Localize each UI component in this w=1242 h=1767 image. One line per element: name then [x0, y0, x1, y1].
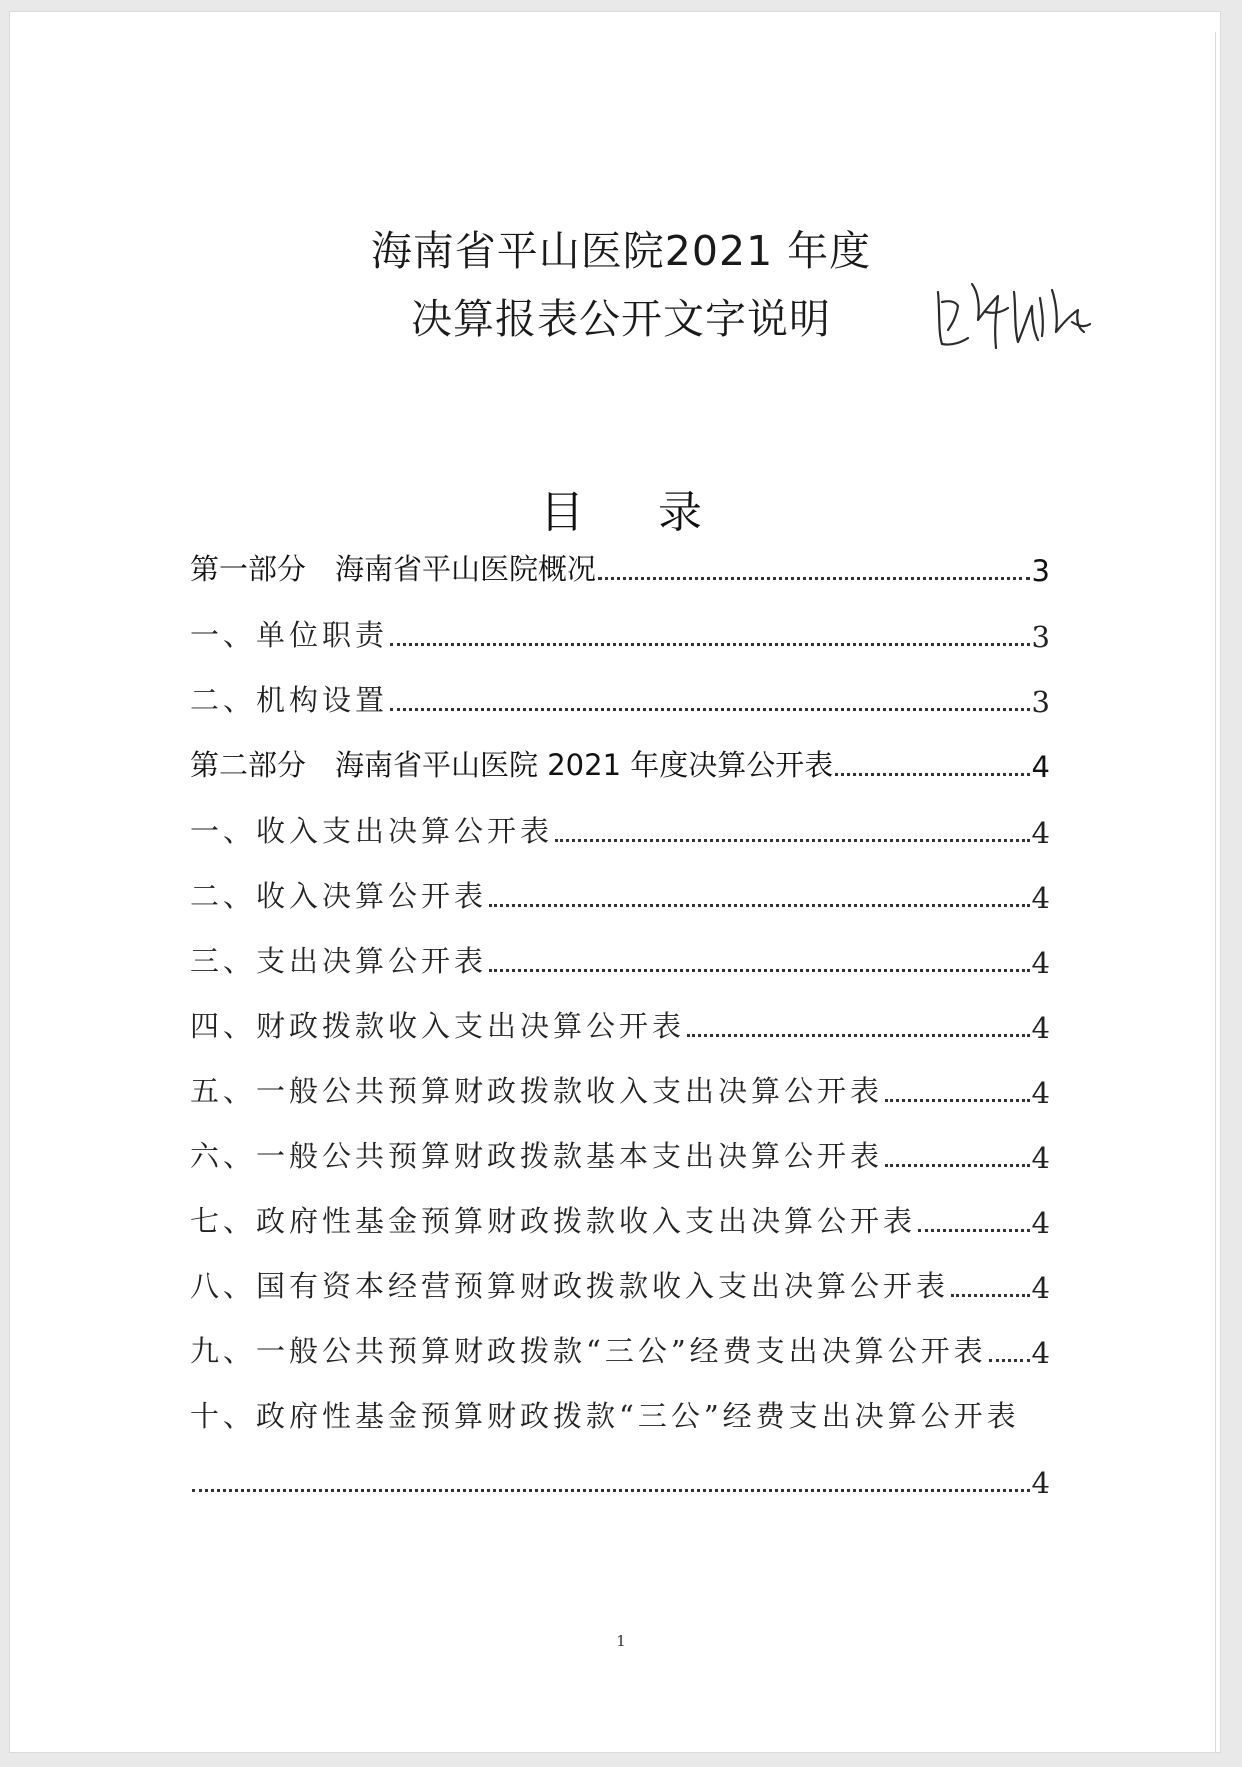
toc-leader-dots — [192, 1489, 1030, 1492]
toc-leader-dots — [951, 1294, 1030, 1297]
toc-entry[interactable] — [190, 1003, 1050, 1045]
toc-heading: 目 录 — [540, 487, 732, 538]
toc-entry[interactable] — [190, 677, 1050, 719]
toc-leader-dots — [989, 1359, 1030, 1362]
toc-entry[interactable] — [190, 938, 1050, 980]
document-title-line-1: 海南省平山医院2021 年度 — [370, 227, 872, 275]
toc-leader-dots — [885, 1099, 1030, 1102]
toc-entry-page: 4 — [1031, 946, 1050, 980]
toc-entry-page: 4 — [1031, 1141, 1050, 1175]
toc-entry-label: 第一部分 海南省平山医院概况 — [190, 552, 597, 586]
toc-entry-label: 四、财政拨款收入支出决算公开表 — [190, 1009, 686, 1043]
toc-entry-label: 八、国有资本经营预算财政拨款收入支出决算公开表 — [190, 1269, 950, 1303]
toc-leader-dots — [489, 904, 1030, 907]
toc-entry[interactable] — [190, 1198, 1050, 1240]
toc-entry-page: 3 — [1031, 620, 1050, 654]
toc-entry-label: 六、一般公共预算财政拨款基本支出决算公开表 — [190, 1139, 884, 1173]
toc-leader-dots — [918, 1229, 1030, 1232]
toc-entry-page: 4 — [1031, 1271, 1050, 1305]
toc-leader-dots — [390, 708, 1030, 711]
toc-entry[interactable] — [190, 1263, 1050, 1305]
toc-entry-label: 十、政府性基金预算财政拨款“三公”经费支出决算公开表 — [190, 1399, 1020, 1433]
toc-entry-page: 4 — [1031, 1076, 1050, 1110]
handwritten-signature — [928, 262, 1103, 362]
toc-leader-dots — [885, 1164, 1030, 1167]
toc-entry[interactable] — [190, 1328, 1050, 1370]
toc-entry-label: 二、机构设置 — [190, 683, 389, 717]
toc-entry[interactable] — [190, 1393, 1050, 1435]
toc-entry-part-2[interactable] — [190, 742, 1050, 784]
toc-entry-part-1[interactable] — [190, 546, 1050, 588]
toc-entry-label: 一、收入支出决算公开表 — [190, 814, 554, 848]
toc-entry[interactable] — [190, 612, 1050, 654]
toc-entry-page: 4 — [1031, 750, 1050, 784]
document-title-line-2: 决算报表公开文字说明 — [411, 295, 831, 343]
page-number: 1 — [616, 1632, 626, 1650]
toc-entry-page: 4 — [1031, 816, 1050, 850]
toc-entry-page: 4 — [1031, 1206, 1050, 1240]
toc-entry[interactable] — [190, 808, 1050, 850]
toc-entry-label: 九、一般公共预算财政拨款“三公”经费支出决算公开表 — [190, 1334, 987, 1368]
toc-entry-page: 4 — [1031, 1336, 1050, 1370]
toc-leader-dots — [835, 773, 1029, 776]
toc-entry[interactable] — [190, 1068, 1050, 1110]
toc-entry[interactable] — [190, 1133, 1050, 1175]
toc-leader-dots — [390, 643, 1030, 646]
toc-entry-page: 4 — [1031, 881, 1050, 915]
toc-entry-label: 三、支出决算公开表 — [190, 944, 488, 978]
toc-entry-label: 第二部分 海南省平山医院 2021 年度决算公开表 — [190, 748, 834, 782]
toc-leader-dots — [489, 969, 1030, 972]
toc-entry-page: 4 — [1031, 1466, 1050, 1500]
toc-entry[interactable] — [190, 873, 1050, 915]
toc-leader-dots — [687, 1034, 1030, 1037]
toc-entry-continuation[interactable] — [190, 1458, 1050, 1500]
toc-entry-label: 七、政府性基金预算财政拨款收入支出决算公开表 — [190, 1204, 917, 1238]
toc-leader-dots — [555, 839, 1030, 842]
toc-entry-page: 3 — [1031, 554, 1050, 588]
toc-leader-dots — [598, 577, 1030, 580]
toc-entry-label: 一、单位职责 — [190, 618, 389, 652]
toc-entry-label: 二、收入决算公开表 — [190, 879, 488, 913]
toc-entry-page: 3 — [1031, 685, 1050, 719]
toc-entry-page: 4 — [1031, 1011, 1050, 1045]
toc-entry-label: 五、一般公共预算财政拨款收入支出决算公开表 — [190, 1074, 884, 1108]
